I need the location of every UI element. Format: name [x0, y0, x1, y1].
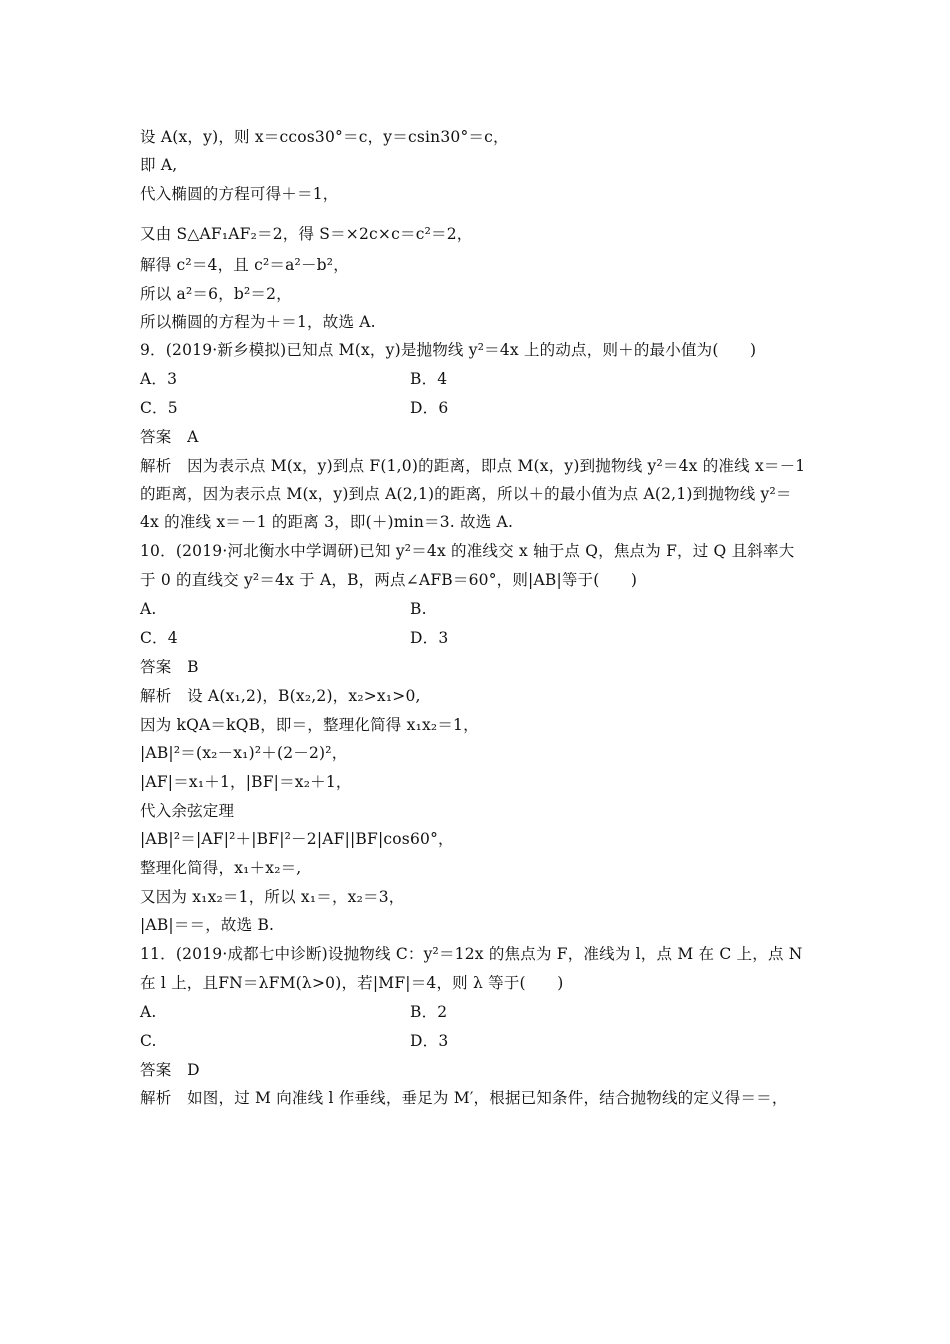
question-10-stem: 10．(2019·河北衡水中学调研)已知 y²＝4x 的准线交 x 轴于点 Q，焦点为 F，过 Q 且斜率大 [140, 542, 795, 560]
analysis-line: 又因为 x₁x₂＝1，所以 x₁＝，x₂＝3， [140, 888, 405, 906]
answer-line: 答案 D [140, 1061, 200, 1079]
option-c: C. [140, 1032, 157, 1050]
text-line: 又由 S△AF₁AF₂＝2，得 S＝×2c×c＝c²＝2， [140, 225, 473, 243]
question-11-stem: 在 l 上，且FN＝λFM(λ>0)，若|MF|＝4，则 λ 等于( ) [140, 974, 564, 992]
question-10-stem: 于 0 的直线交 y²＝4x 于 A，B，两点∠AFB＝60°，则|AB|等于( ) [140, 571, 638, 589]
text-line: 设 A(x，y)，则 x＝ccos30°＝c，y＝csin30°＝c， [140, 128, 509, 146]
text-line: 即 A, [140, 156, 178, 174]
text-line: 解得 c²＝4，且 c²＝a²－b²， [140, 256, 349, 274]
analysis-line: 整理化简得，x₁＋x₂＝, [140, 859, 302, 877]
analysis-line: 代入余弦定理 [140, 802, 235, 820]
option-b: B. [410, 600, 427, 618]
analysis-line: |AB|＝＝，故选 B. [140, 916, 275, 934]
text-line: 所以 a²＝6，b²＝2， [140, 285, 292, 303]
analysis-line: |AF|＝x₁＋1，|BF|＝x₂＋1， [140, 773, 352, 791]
analysis-line: 解析 因为表示点 M(x，y)到点 F(1,0)的距离，即点 M(x，y)到抛物线 y²＝4x 的准线 x＝－1 [140, 457, 806, 475]
analysis-line: 4x 的准线 x＝－1 的距离 3，即(＋)min＝3. 故选 A. [140, 513, 514, 531]
analysis-line: |AB|²＝(x₂－x₁)²＋(2－2)²， [140, 744, 348, 762]
option-d: D．3 [410, 629, 449, 647]
option-d: D．6 [410, 399, 449, 417]
option-a: A. [140, 600, 157, 618]
text-line: 所以椭圆的方程为＋＝1，故选 A. [140, 313, 376, 331]
analysis-line: 解析 如图，过 M 向准线 l 作垂线，垂足为 M′，根据已知条件，结合抛物线的定义得＝＝， [140, 1089, 788, 1107]
analysis-line: 解析 设 A(x₁,2)，B(x₂,2)，x₂>x₁>0, [140, 687, 421, 705]
text-line: 代入椭圆的方程可得＋＝1， [140, 185, 339, 203]
option-a: A. [140, 1003, 157, 1021]
analysis-line: 因为 kQA＝kQB，即＝，整理化简得 x₁x₂＝1， [140, 716, 479, 734]
answer-line: 答案 B [140, 658, 199, 676]
option-c: C．5 [140, 399, 178, 417]
option-d: D．3 [410, 1032, 449, 1050]
answer-line: 答案 A [140, 428, 199, 446]
option-b: B．2 [410, 1003, 448, 1021]
question-9-stem: 9．(2019·新乡模拟)已知点 M(x，y)是抛物线 y²＝4x 上的动点，则＋的最小值为( ) [140, 341, 757, 359]
option-c: C．4 [140, 629, 178, 647]
question-11-stem: 11．(2019·成都七中诊断)设抛物线 C：y²＝12x 的焦点为 F，准线为 l，点 M 在 C 上，点 N [140, 945, 803, 963]
option-b: B．4 [410, 370, 448, 388]
analysis-line: |AB|²＝|AF|²＋|BF|²－2|AF||BF|cos60°， [140, 830, 454, 848]
option-a: A．3 [140, 370, 178, 388]
analysis-line: 的距离，因为表示点 M(x，y)到点 A(2,1)的距离，所以＋的最小值为点 A(2,1)到抛物线 y²＝ [140, 485, 792, 503]
